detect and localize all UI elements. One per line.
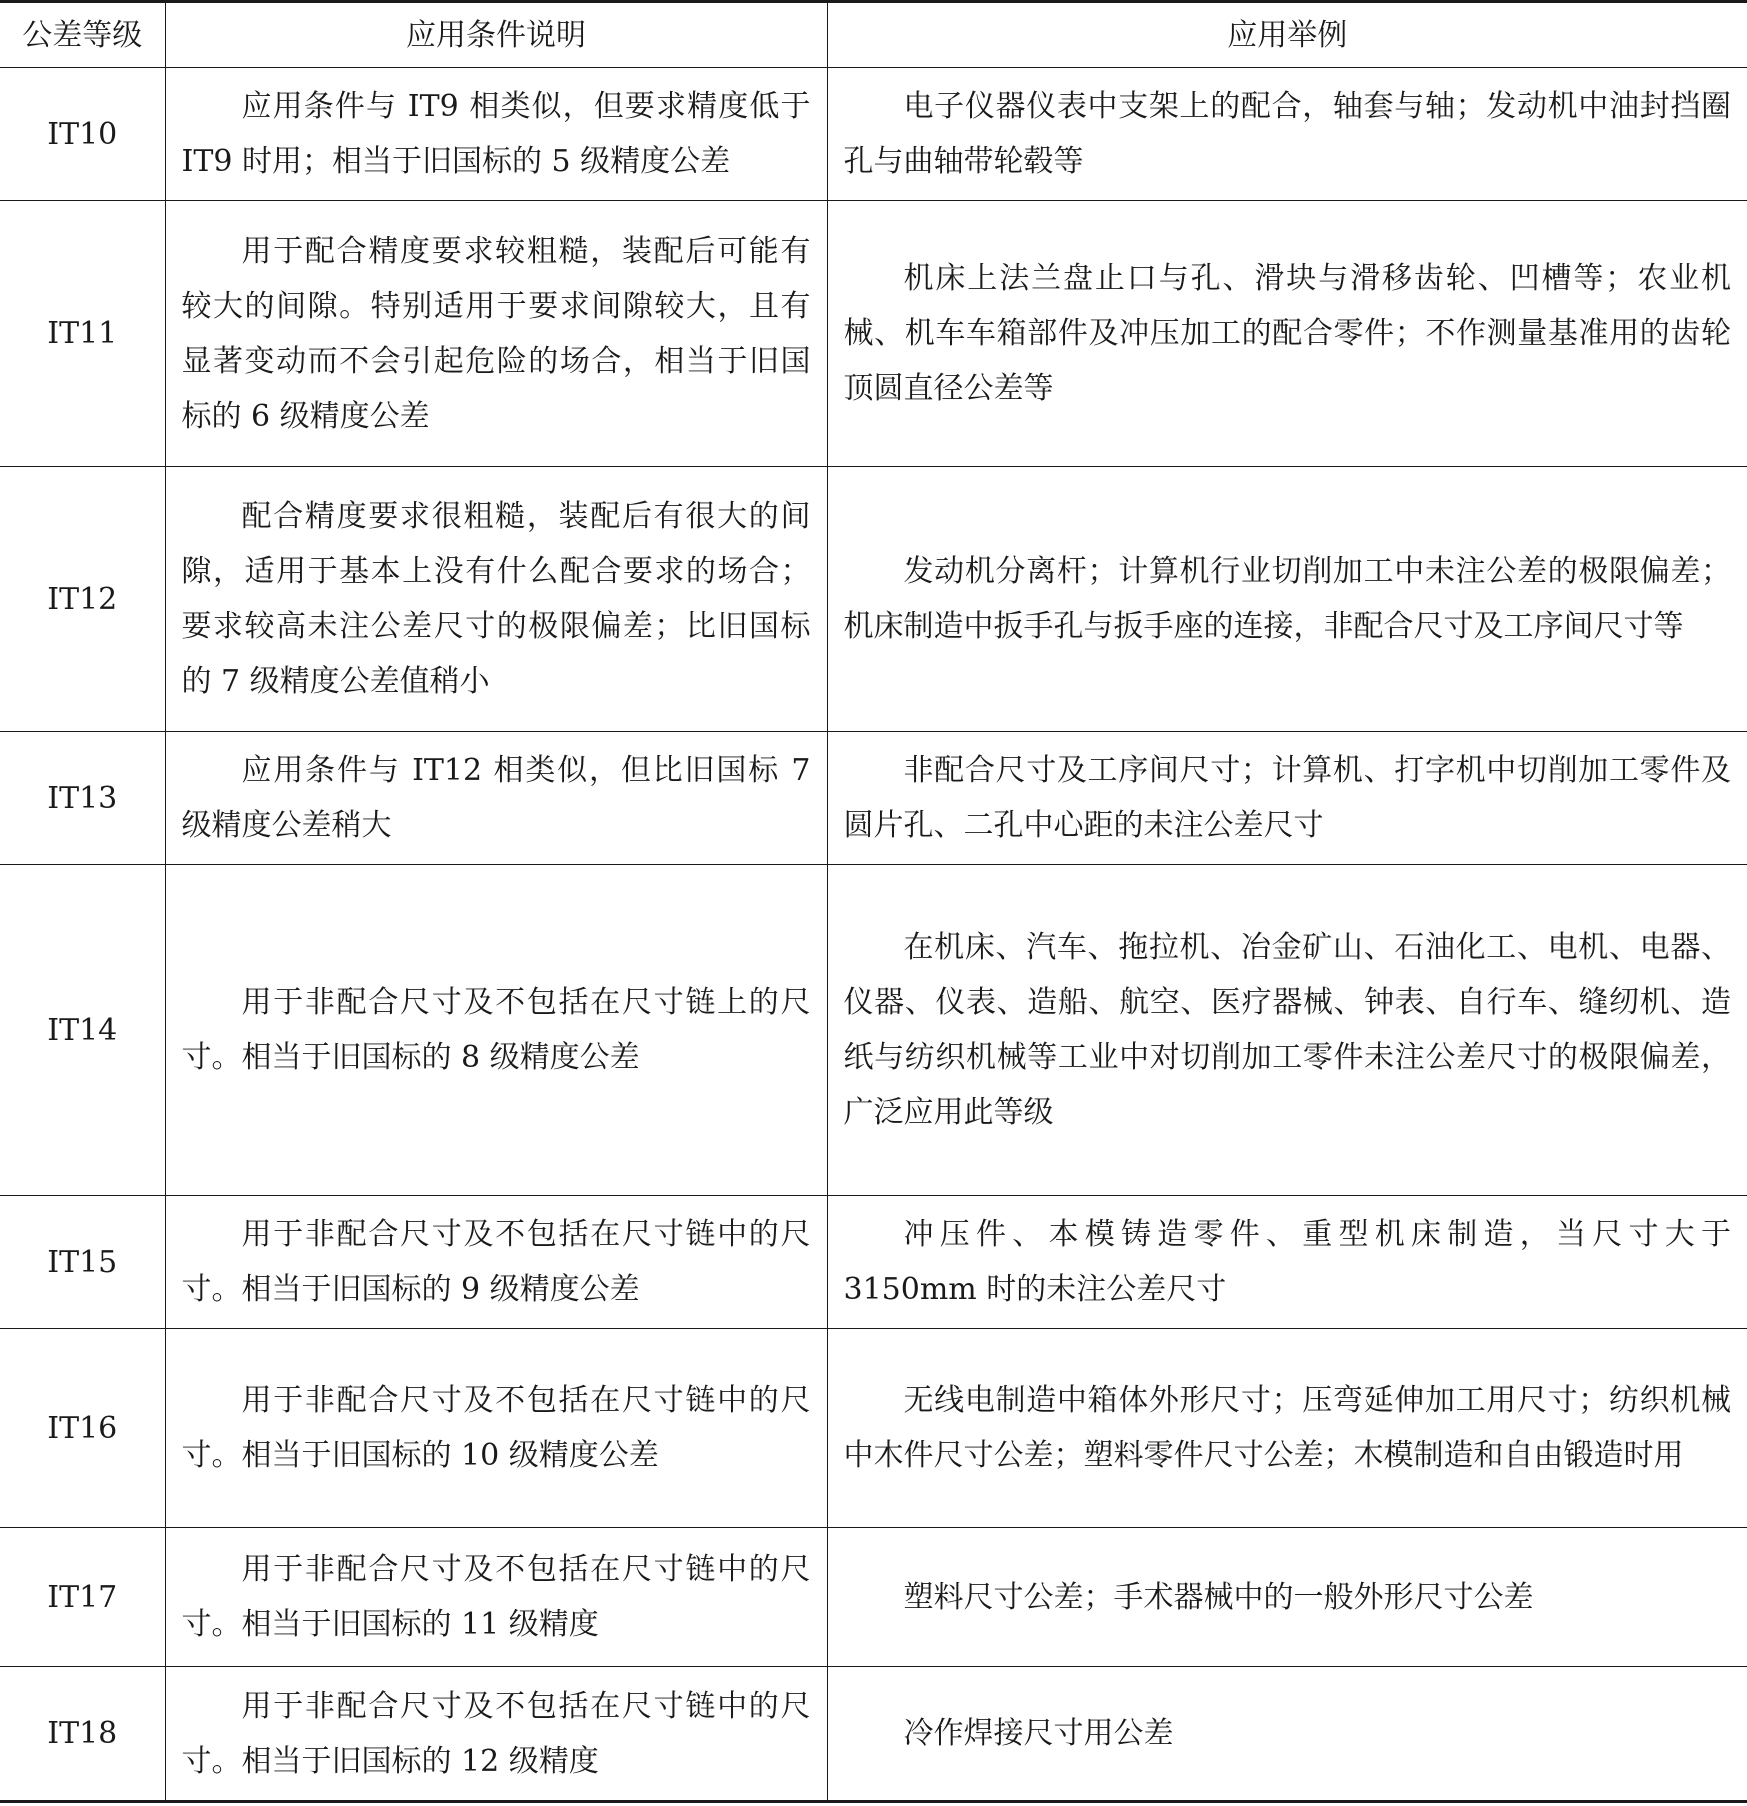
grade-cell: IT18	[0, 1667, 165, 1802]
header-condition: 应用条件说明	[165, 2, 827, 68]
example-cell: 非配合尺寸及工序间尺寸；计算机、打字机中切削加工零件及圆片孔、二孔中心距的未注公差尺寸	[827, 732, 1747, 865]
example-cell: 在机床、汽车、拖拉机、冶金矿山、石油化工、电机、电器、仪器、仪表、造船、航空、医疗器械、钟表、自行车、缝纫机、造纸与纺织机械等工业中对切削加工零件未注公差尺寸的极限偏差，广泛应用此等级	[827, 865, 1747, 1196]
table-row	[0, 201, 1747, 467]
grade-cell: IT17	[0, 1528, 165, 1667]
header-row	[0, 2, 1747, 68]
table-row	[0, 732, 1747, 865]
example-cell: 塑料尺寸公差；手术器械中的一般外形尺寸公差	[827, 1528, 1747, 1667]
table-row	[0, 1528, 1747, 1667]
example-cell: 机床上法兰盘止口与孔、滑块与滑移齿轮、凹槽等；农业机械、机车车箱部件及冲压加工的配合零件；不作测量基准用的齿轮顶圆直径公差等	[827, 201, 1747, 467]
table-row	[0, 865, 1747, 1196]
condition-cell: 用于非配合尺寸及不包括在尺寸链中的尺寸。相当于旧国标的 12 级精度	[165, 1667, 827, 1802]
example-cell: 发动机分离杆；计算机行业切削加工中未注公差的极限偏差；机床制造中扳手孔与扳手座的连接，非配合尺寸及工序间尺寸等	[827, 467, 1747, 732]
header-grade: 公差等级	[0, 2, 165, 68]
example-cell: 电子仪器仪表中支架上的配合，轴套与轴；发动机中油封挡圈孔与曲轴带轮毂等	[827, 68, 1747, 201]
table-row	[0, 1329, 1747, 1528]
condition-cell: 应用条件与 IT12 相类似，但比旧国标 7 级精度公差稍大	[165, 732, 827, 865]
example-cell: 冲压件、本模铸造零件、重型机床制造，当尺寸大于 3150mm 时的未注公差尺寸	[827, 1196, 1747, 1329]
condition-cell: 配合精度要求很粗糙，装配后有很大的间隙，适用于基本上没有什么配合要求的场合；要求较高未注公差尺寸的极限偏差；比旧国标的 7 级精度公差值稍小	[165, 467, 827, 732]
example-cell: 冷作焊接尺寸用公差	[827, 1667, 1747, 1802]
condition-cell: 用于配合精度要求较粗糙，装配后可能有较大的间隙。特别适用于要求间隙较大，且有显著变动而不会引起危险的场合，相当于旧国标的 6 级精度公差	[165, 201, 827, 467]
condition-cell: 用于非配合尺寸及不包括在尺寸链上的尺寸。相当于旧国标的 8 级精度公差	[165, 865, 827, 1196]
table-row	[0, 1667, 1747, 1802]
grade-cell: IT10	[0, 68, 165, 201]
table-row	[0, 68, 1747, 201]
grade-cell: IT15	[0, 1196, 165, 1329]
grade-cell: IT11	[0, 201, 165, 467]
condition-cell: 应用条件与 IT9 相类似，但要求精度低于 IT9 时用；相当于旧国标的 5 级精度公差	[165, 68, 827, 201]
header-example: 应用举例	[827, 2, 1747, 68]
condition-cell: 用于非配合尺寸及不包括在尺寸链中的尺寸。相当于旧国标的 10 级精度公差	[165, 1329, 827, 1528]
condition-cell: 用于非配合尺寸及不包括在尺寸链中的尺寸。相当于旧国标的 9 级精度公差	[165, 1196, 827, 1329]
grade-cell: IT14	[0, 865, 165, 1196]
table-row	[0, 1196, 1747, 1329]
example-cell: 无线电制造中箱体外形尺寸；压弯延伸加工用尺寸；纺织机械中木件尺寸公差；塑料零件尺寸公差；木模制造和自由锻造时用	[827, 1329, 1747, 1528]
grade-cell: IT13	[0, 732, 165, 865]
grade-cell: IT16	[0, 1329, 165, 1528]
grade-cell: IT12	[0, 467, 165, 732]
table-row	[0, 467, 1747, 732]
condition-cell: 用于非配合尺寸及不包括在尺寸链中的尺寸。相当于旧国标的 11 级精度	[165, 1528, 827, 1667]
